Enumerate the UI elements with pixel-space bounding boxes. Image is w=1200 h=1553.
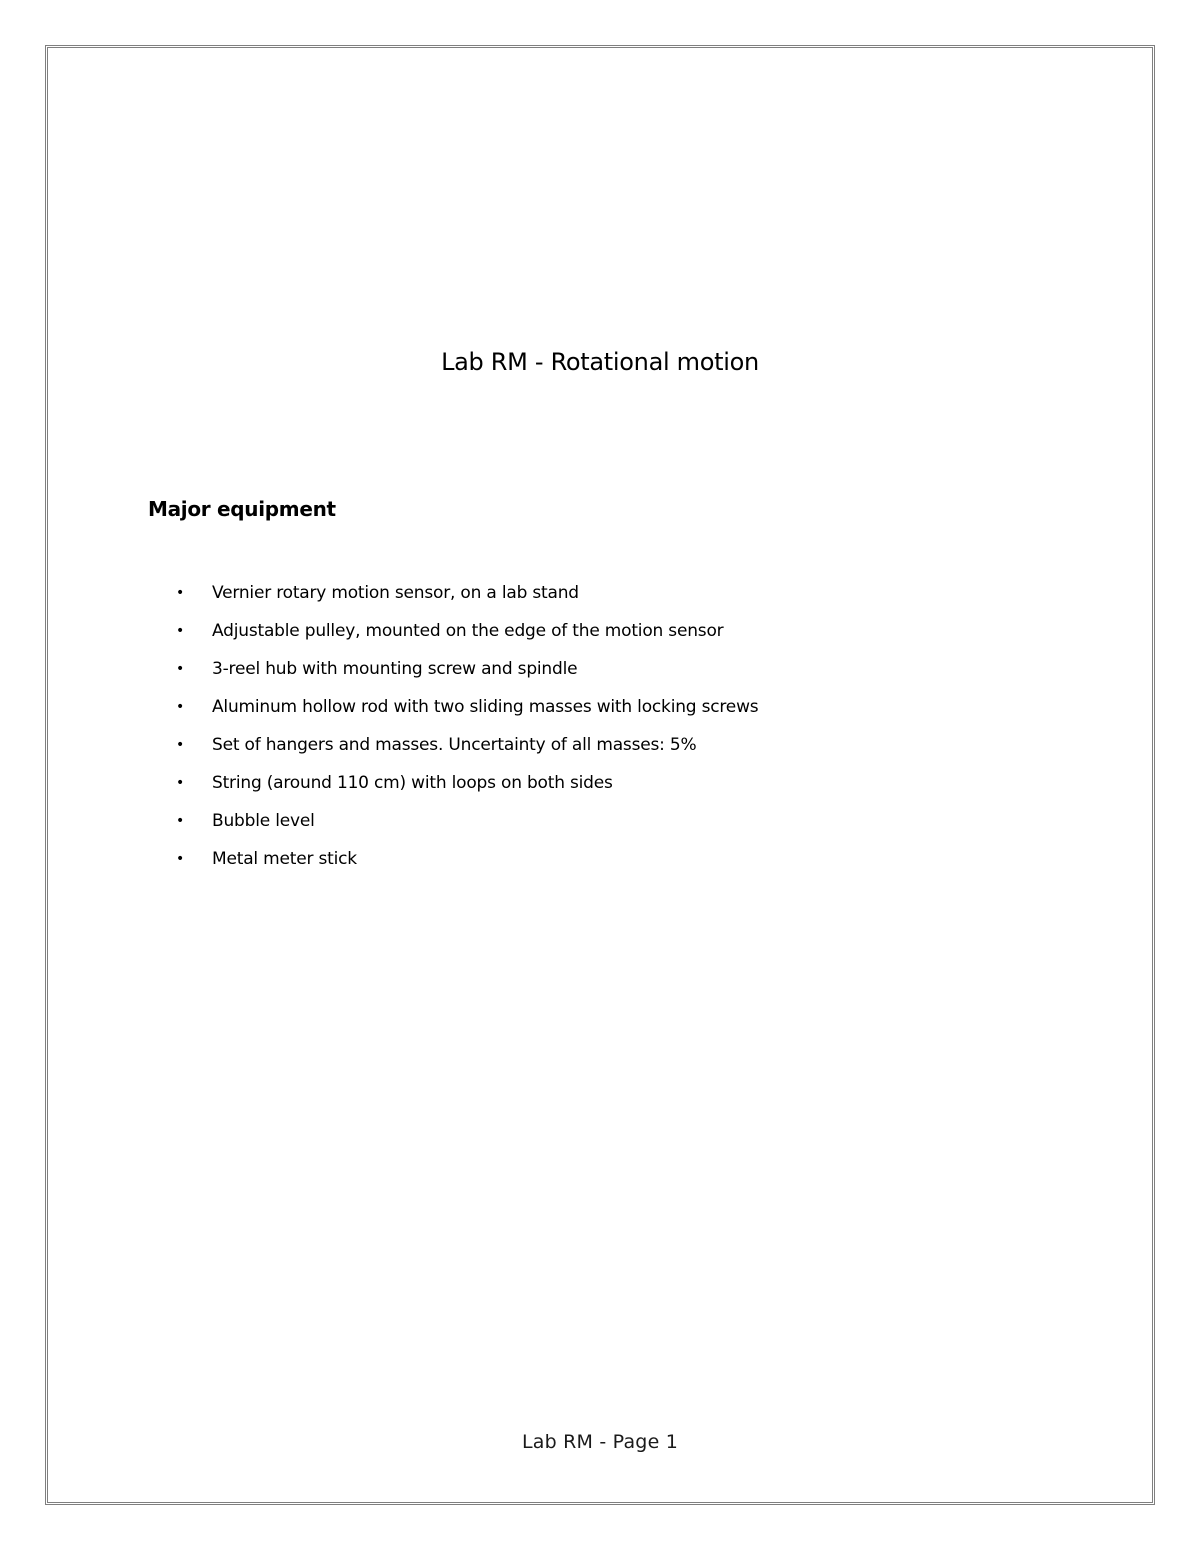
list-item-text: Aluminum hollow rod with two sliding masses with locking screws: [212, 697, 759, 717]
list-item-text: Metal meter stick: [212, 849, 357, 869]
bullet-icon: •: [176, 775, 185, 791]
page-footer: Lab RM - Page 1: [522, 1431, 678, 1453]
list-item-text: String (around 110 cm) with loops on both sides: [212, 773, 613, 793]
bullet-icon: •: [176, 813, 185, 829]
list-item-text: 3-reel hub with mounting screw and spindle: [212, 659, 578, 679]
list-item-text: Set of hangers and masses. Uncertainty of all masses: 5%: [212, 735, 697, 755]
bullet-icon: •: [176, 661, 185, 677]
list-item-text: Adjustable pulley, mounted on the edge of the motion sensor: [212, 621, 724, 641]
list-item-text: Vernier rotary motion sensor, on a lab stand: [212, 583, 579, 603]
list-item-text: Bubble level: [212, 811, 315, 831]
bullet-icon: •: [176, 585, 185, 601]
section-heading: Major equipment: [148, 497, 336, 521]
document-title: Lab RM - Rotational motion: [441, 348, 759, 376]
bullet-icon: •: [176, 623, 185, 639]
bullet-icon: •: [176, 737, 185, 753]
bullet-icon: •: [176, 699, 185, 715]
bullet-icon: •: [176, 851, 185, 867]
